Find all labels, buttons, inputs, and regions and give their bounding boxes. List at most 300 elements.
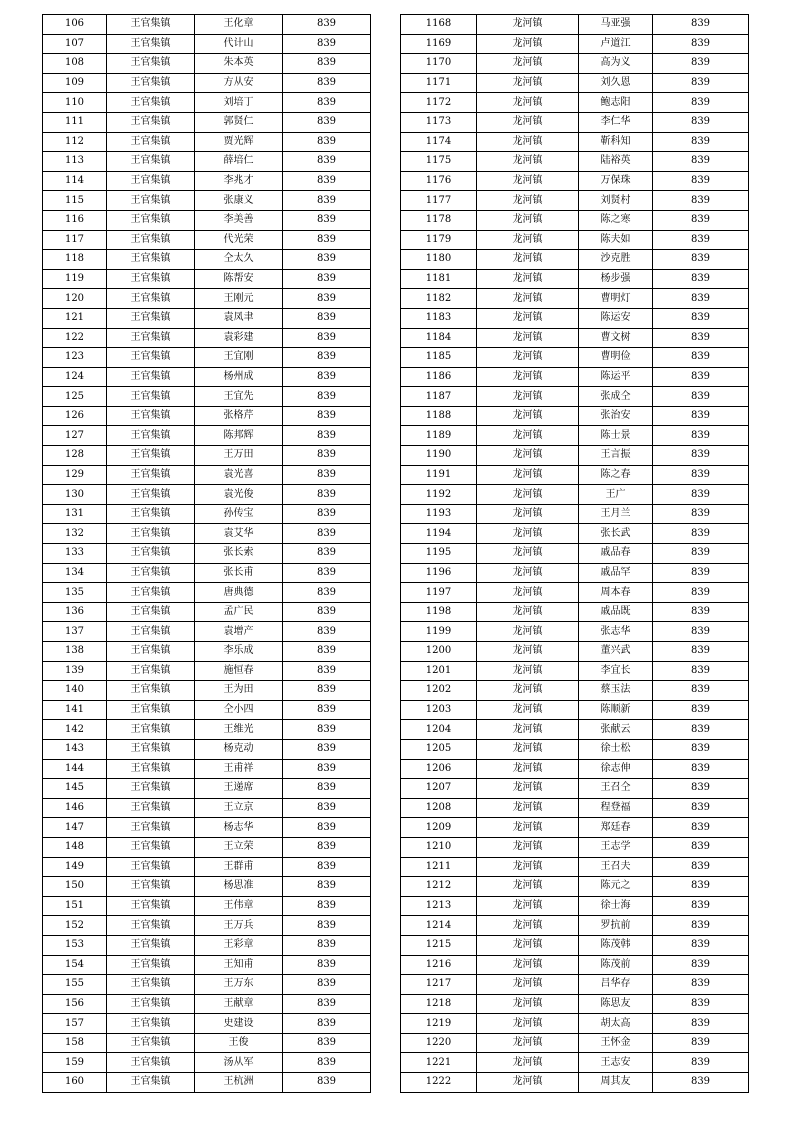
row-number-cell: 1212 — [401, 877, 477, 897]
amount-cell: 839 — [653, 955, 749, 975]
row-number-cell: 1217 — [401, 975, 477, 995]
table-row — [43, 504, 371, 524]
town-cell: 龙河镇 — [477, 837, 579, 857]
amount-cell: 839 — [653, 15, 749, 35]
row-number-cell: 115 — [43, 191, 107, 211]
town-cell: 王官集镇 — [107, 1014, 195, 1034]
table-row — [401, 367, 749, 387]
town-cell: 王官集镇 — [107, 524, 195, 544]
row-number-cell: 155 — [43, 975, 107, 995]
name-cell: 戚品春 — [579, 544, 653, 564]
amount-cell: 839 — [283, 485, 371, 505]
table-row — [43, 681, 371, 701]
amount-cell: 839 — [653, 367, 749, 387]
town-cell: 龙河镇 — [477, 465, 579, 485]
name-cell: 杨州成 — [195, 367, 283, 387]
town-cell: 王官集镇 — [107, 935, 195, 955]
table-row — [43, 1033, 371, 1053]
table-row — [43, 132, 371, 152]
table-row — [401, 994, 749, 1014]
row-number-cell: 154 — [43, 955, 107, 975]
amount-cell: 839 — [653, 975, 749, 995]
name-cell: 陈运平 — [579, 367, 653, 387]
row-number-cell: 126 — [43, 406, 107, 426]
table-row — [401, 955, 749, 975]
row-number-cell: 116 — [43, 210, 107, 230]
amount-cell: 839 — [283, 328, 371, 348]
row-number-cell: 1195 — [401, 544, 477, 564]
amount-cell: 839 — [653, 112, 749, 132]
town-cell: 龙河镇 — [477, 112, 579, 132]
name-cell: 王志安 — [579, 1053, 653, 1073]
table-row — [43, 426, 371, 446]
table-row — [43, 406, 371, 426]
amount-cell: 839 — [283, 504, 371, 524]
name-cell: 王立荣 — [195, 837, 283, 857]
row-number-cell: 1192 — [401, 485, 477, 505]
town-cell: 龙河镇 — [477, 877, 579, 897]
amount-cell: 839 — [283, 289, 371, 309]
table-row — [43, 857, 371, 877]
town-cell: 王官集镇 — [107, 818, 195, 838]
row-number-cell: 112 — [43, 132, 107, 152]
town-cell: 龙河镇 — [477, 857, 579, 877]
row-number-cell: 132 — [43, 524, 107, 544]
town-cell: 王官集镇 — [107, 896, 195, 916]
row-number-cell: 133 — [43, 544, 107, 564]
name-cell: 陈之寒 — [579, 210, 653, 230]
row-number-cell: 1179 — [401, 230, 477, 250]
row-number-cell: 156 — [43, 994, 107, 1014]
table-row — [43, 563, 371, 583]
amount-cell: 839 — [283, 465, 371, 485]
town-cell: 龙河镇 — [477, 34, 579, 54]
amount-cell: 839 — [653, 994, 749, 1014]
table-row — [401, 857, 749, 877]
row-number-cell: 136 — [43, 602, 107, 622]
table-row — [401, 681, 749, 701]
row-number-cell: 110 — [43, 93, 107, 113]
table-row — [401, 348, 749, 368]
amount-cell: 839 — [283, 112, 371, 132]
town-cell: 龙河镇 — [477, 230, 579, 250]
town-cell: 王官集镇 — [107, 602, 195, 622]
table-row — [401, 544, 749, 564]
amount-cell: 839 — [653, 446, 749, 466]
row-number-cell: 111 — [43, 112, 107, 132]
amount-cell: 839 — [653, 210, 749, 230]
row-number-cell: 1213 — [401, 896, 477, 916]
name-cell: 王宜先 — [195, 387, 283, 407]
amount-cell: 839 — [283, 955, 371, 975]
name-cell: 马亚强 — [579, 15, 653, 35]
town-cell: 龙河镇 — [477, 622, 579, 642]
table-row — [43, 210, 371, 230]
amount-cell: 839 — [653, 73, 749, 93]
amount-cell: 839 — [283, 426, 371, 446]
name-cell: 李乐成 — [195, 642, 283, 662]
town-cell: 龙河镇 — [477, 1014, 579, 1034]
amount-cell: 839 — [283, 15, 371, 35]
table-row — [43, 485, 371, 505]
row-number-cell: 1168 — [401, 15, 477, 35]
table-row — [401, 877, 749, 897]
row-number-cell: 1188 — [401, 406, 477, 426]
table-row — [401, 93, 749, 113]
name-cell: 王彩章 — [195, 935, 283, 955]
name-cell: 王宜刚 — [195, 348, 283, 368]
name-cell: 王化章 — [195, 15, 283, 35]
amount-cell: 839 — [283, 779, 371, 799]
table-row — [43, 348, 371, 368]
table-row — [401, 308, 749, 328]
row-number-cell: 1171 — [401, 73, 477, 93]
amount-cell: 839 — [653, 524, 749, 544]
name-cell: 陈茂韩 — [579, 935, 653, 955]
table-row — [43, 289, 371, 309]
amount-cell: 839 — [653, 544, 749, 564]
row-number-cell: 1172 — [401, 93, 477, 113]
town-cell: 王官集镇 — [107, 446, 195, 466]
row-number-cell: 109 — [43, 73, 107, 93]
name-cell: 张献云 — [579, 720, 653, 740]
town-cell: 王官集镇 — [107, 250, 195, 270]
row-number-cell: 141 — [43, 700, 107, 720]
town-cell: 王官集镇 — [107, 739, 195, 759]
table-row — [43, 837, 371, 857]
row-number-cell: 1202 — [401, 681, 477, 701]
town-cell: 王官集镇 — [107, 1073, 195, 1093]
name-cell: 戚品既 — [579, 602, 653, 622]
row-number-cell: 1190 — [401, 446, 477, 466]
table-row — [43, 877, 371, 897]
town-cell: 王官集镇 — [107, 465, 195, 485]
amount-cell: 839 — [653, 857, 749, 877]
table-row — [401, 269, 749, 289]
row-number-cell: 1170 — [401, 54, 477, 74]
name-cell: 陈顺新 — [579, 700, 653, 720]
table-row — [43, 583, 371, 603]
amount-cell: 839 — [653, 798, 749, 818]
name-cell: 曹文树 — [579, 328, 653, 348]
town-cell: 龙河镇 — [477, 759, 579, 779]
town-cell: 龙河镇 — [477, 1073, 579, 1093]
table-row — [43, 524, 371, 544]
name-cell: 史建设 — [195, 1014, 283, 1034]
table-row — [401, 54, 749, 74]
row-number-cell: 108 — [43, 54, 107, 74]
row-number-cell: 1203 — [401, 700, 477, 720]
name-cell: 沙克胜 — [579, 250, 653, 270]
table-row — [401, 446, 749, 466]
row-number-cell: 113 — [43, 152, 107, 172]
town-cell: 王官集镇 — [107, 54, 195, 74]
table-row — [43, 720, 371, 740]
table-row — [401, 1053, 749, 1073]
row-number-cell: 1197 — [401, 583, 477, 603]
row-number-cell: 1210 — [401, 837, 477, 857]
name-cell: 王言振 — [579, 446, 653, 466]
town-cell: 龙河镇 — [477, 681, 579, 701]
table-row — [43, 622, 371, 642]
town-cell: 王官集镇 — [107, 387, 195, 407]
row-number-cell: 118 — [43, 250, 107, 270]
row-number-cell: 1198 — [401, 602, 477, 622]
table-row — [43, 367, 371, 387]
row-number-cell: 1183 — [401, 308, 477, 328]
table-row — [401, 406, 749, 426]
row-number-cell: 131 — [43, 504, 107, 524]
town-cell: 龙河镇 — [477, 935, 579, 955]
amount-cell: 839 — [653, 191, 749, 211]
amount-cell: 839 — [653, 700, 749, 720]
town-cell: 王官集镇 — [107, 426, 195, 446]
town-cell: 王官集镇 — [107, 348, 195, 368]
town-cell: 龙河镇 — [477, 289, 579, 309]
town-cell: 龙河镇 — [477, 15, 579, 35]
town-cell: 王官集镇 — [107, 406, 195, 426]
table-row — [43, 544, 371, 564]
name-cell: 袁光喜 — [195, 465, 283, 485]
table-row — [43, 15, 371, 35]
amount-cell: 839 — [653, 308, 749, 328]
amount-cell: 839 — [283, 250, 371, 270]
amount-cell: 839 — [653, 877, 749, 897]
town-cell: 王官集镇 — [107, 328, 195, 348]
amount-cell: 839 — [283, 191, 371, 211]
name-cell: 王群甫 — [195, 857, 283, 877]
table-row — [401, 896, 749, 916]
amount-cell: 839 — [653, 485, 749, 505]
town-cell: 王官集镇 — [107, 720, 195, 740]
amount-cell: 839 — [283, 446, 371, 466]
name-cell: 曹明俭 — [579, 348, 653, 368]
roster-table-right — [400, 14, 749, 1093]
table-row — [401, 642, 749, 662]
amount-cell: 839 — [283, 367, 371, 387]
table-row — [43, 739, 371, 759]
amount-cell: 839 — [653, 602, 749, 622]
table-row — [401, 152, 749, 172]
amount-cell: 839 — [283, 1073, 371, 1093]
town-cell: 龙河镇 — [477, 1053, 579, 1073]
town-cell: 龙河镇 — [477, 818, 579, 838]
town-cell: 王官集镇 — [107, 779, 195, 799]
row-number-cell: 1169 — [401, 34, 477, 54]
name-cell: 袁凤聿 — [195, 308, 283, 328]
name-cell: 鲍志阳 — [579, 93, 653, 113]
amount-cell: 839 — [283, 34, 371, 54]
name-cell: 汤从军 — [195, 1053, 283, 1073]
table-row — [43, 54, 371, 74]
row-number-cell: 1218 — [401, 994, 477, 1014]
name-cell: 靳科知 — [579, 132, 653, 152]
table-row — [43, 779, 371, 799]
name-cell: 张格芹 — [195, 406, 283, 426]
table-row — [401, 524, 749, 544]
row-number-cell: 146 — [43, 798, 107, 818]
name-cell: 王递席 — [195, 779, 283, 799]
town-cell: 龙河镇 — [477, 779, 579, 799]
row-number-cell: 134 — [43, 563, 107, 583]
row-number-cell: 152 — [43, 916, 107, 936]
table-row — [401, 426, 749, 446]
table-row — [43, 994, 371, 1014]
table-row — [401, 230, 749, 250]
amount-cell: 839 — [653, 230, 749, 250]
amount-cell: 839 — [653, 289, 749, 309]
name-cell: 贾光辉 — [195, 132, 283, 152]
name-cell: 陈之春 — [579, 465, 653, 485]
town-cell: 龙河镇 — [477, 661, 579, 681]
table-row — [43, 1014, 371, 1034]
amount-cell: 839 — [283, 54, 371, 74]
name-cell: 刘贤村 — [579, 191, 653, 211]
table-row — [401, 132, 749, 152]
name-cell: 袁彩建 — [195, 328, 283, 348]
amount-cell: 839 — [653, 720, 749, 740]
town-cell: 龙河镇 — [477, 700, 579, 720]
town-cell: 王官集镇 — [107, 191, 195, 211]
row-number-cell: 158 — [43, 1033, 107, 1053]
town-cell: 龙河镇 — [477, 171, 579, 191]
amount-cell: 839 — [653, 1053, 749, 1073]
amount-cell: 839 — [283, 308, 371, 328]
amount-cell: 839 — [283, 93, 371, 113]
town-cell: 龙河镇 — [477, 1033, 579, 1053]
amount-cell: 839 — [653, 171, 749, 191]
town-cell: 龙河镇 — [477, 54, 579, 74]
town-cell: 龙河镇 — [477, 896, 579, 916]
table-row — [401, 798, 749, 818]
amount-cell: 839 — [283, 857, 371, 877]
name-cell: 王月兰 — [579, 504, 653, 524]
amount-cell: 839 — [283, 230, 371, 250]
town-cell: 王官集镇 — [107, 289, 195, 309]
table-row — [401, 15, 749, 35]
table-row — [43, 465, 371, 485]
row-number-cell: 145 — [43, 779, 107, 799]
row-number-cell: 128 — [43, 446, 107, 466]
amount-cell: 839 — [653, 739, 749, 759]
row-number-cell: 1219 — [401, 1014, 477, 1034]
amount-cell: 839 — [283, 720, 371, 740]
row-number-cell: 1175 — [401, 152, 477, 172]
row-number-cell: 1222 — [401, 1073, 477, 1093]
name-cell: 陈运安 — [579, 308, 653, 328]
name-cell: 王立京 — [195, 798, 283, 818]
row-number-cell: 160 — [43, 1073, 107, 1093]
table-row — [43, 818, 371, 838]
town-cell: 龙河镇 — [477, 426, 579, 446]
town-cell: 王官集镇 — [107, 152, 195, 172]
table-row — [43, 171, 371, 191]
town-cell: 龙河镇 — [477, 348, 579, 368]
table-row — [43, 112, 371, 132]
amount-cell: 839 — [283, 583, 371, 603]
row-number-cell: 1200 — [401, 642, 477, 662]
table-row — [401, 916, 749, 936]
town-cell: 龙河镇 — [477, 544, 579, 564]
table-row — [43, 191, 371, 211]
name-cell: 王万兵 — [195, 916, 283, 936]
amount-cell: 839 — [653, 759, 749, 779]
name-cell: 李宜长 — [579, 661, 653, 681]
town-cell: 王官集镇 — [107, 681, 195, 701]
amount-cell: 839 — [283, 210, 371, 230]
name-cell: 王志学 — [579, 837, 653, 857]
amount-cell: 839 — [653, 896, 749, 916]
amount-cell: 839 — [653, 132, 749, 152]
town-cell: 王官集镇 — [107, 93, 195, 113]
name-cell: 董兴武 — [579, 642, 653, 662]
table-row — [401, 739, 749, 759]
amount-cell: 839 — [653, 269, 749, 289]
town-cell: 王官集镇 — [107, 661, 195, 681]
row-number-cell: 1199 — [401, 622, 477, 642]
amount-cell: 839 — [283, 171, 371, 191]
amount-cell: 839 — [653, 642, 749, 662]
table-row — [43, 661, 371, 681]
amount-cell: 839 — [283, 661, 371, 681]
row-number-cell: 1211 — [401, 857, 477, 877]
name-cell: 王俊 — [195, 1033, 283, 1053]
town-cell: 龙河镇 — [477, 387, 579, 407]
name-cell: 陆裕英 — [579, 152, 653, 172]
table-row — [401, 935, 749, 955]
town-cell: 龙河镇 — [477, 250, 579, 270]
table-row — [401, 328, 749, 348]
table-row — [401, 661, 749, 681]
name-cell: 王知甫 — [195, 955, 283, 975]
town-cell: 龙河镇 — [477, 210, 579, 230]
name-cell: 高为义 — [579, 54, 653, 74]
town-cell: 王官集镇 — [107, 15, 195, 35]
row-number-cell: 149 — [43, 857, 107, 877]
town-cell: 龙河镇 — [477, 152, 579, 172]
row-number-cell: 1206 — [401, 759, 477, 779]
town-cell: 王官集镇 — [107, 798, 195, 818]
roster-table-body — [401, 15, 749, 1093]
table-row — [401, 759, 749, 779]
town-cell: 王官集镇 — [107, 544, 195, 564]
amount-cell: 839 — [653, 465, 749, 485]
table-row — [401, 837, 749, 857]
row-number-cell: 1215 — [401, 935, 477, 955]
town-cell: 王官集镇 — [107, 563, 195, 583]
row-number-cell: 1174 — [401, 132, 477, 152]
table-row — [43, 93, 371, 113]
row-number-cell: 1185 — [401, 348, 477, 368]
name-cell: 王献章 — [195, 994, 283, 1014]
row-number-cell: 1189 — [401, 426, 477, 446]
row-number-cell: 144 — [43, 759, 107, 779]
name-cell: 吕华存 — [579, 975, 653, 995]
amount-cell: 839 — [653, 818, 749, 838]
amount-cell: 839 — [283, 73, 371, 93]
amount-cell: 839 — [653, 426, 749, 446]
row-number-cell: 1207 — [401, 779, 477, 799]
name-cell: 徐士海 — [579, 896, 653, 916]
table-row — [43, 798, 371, 818]
row-number-cell: 114 — [43, 171, 107, 191]
table-row — [401, 485, 749, 505]
roster-table-left — [42, 14, 371, 1093]
amount-cell: 839 — [653, 916, 749, 936]
row-number-cell: 1214 — [401, 916, 477, 936]
amount-cell: 839 — [283, 269, 371, 289]
name-cell: 孟广民 — [195, 602, 283, 622]
